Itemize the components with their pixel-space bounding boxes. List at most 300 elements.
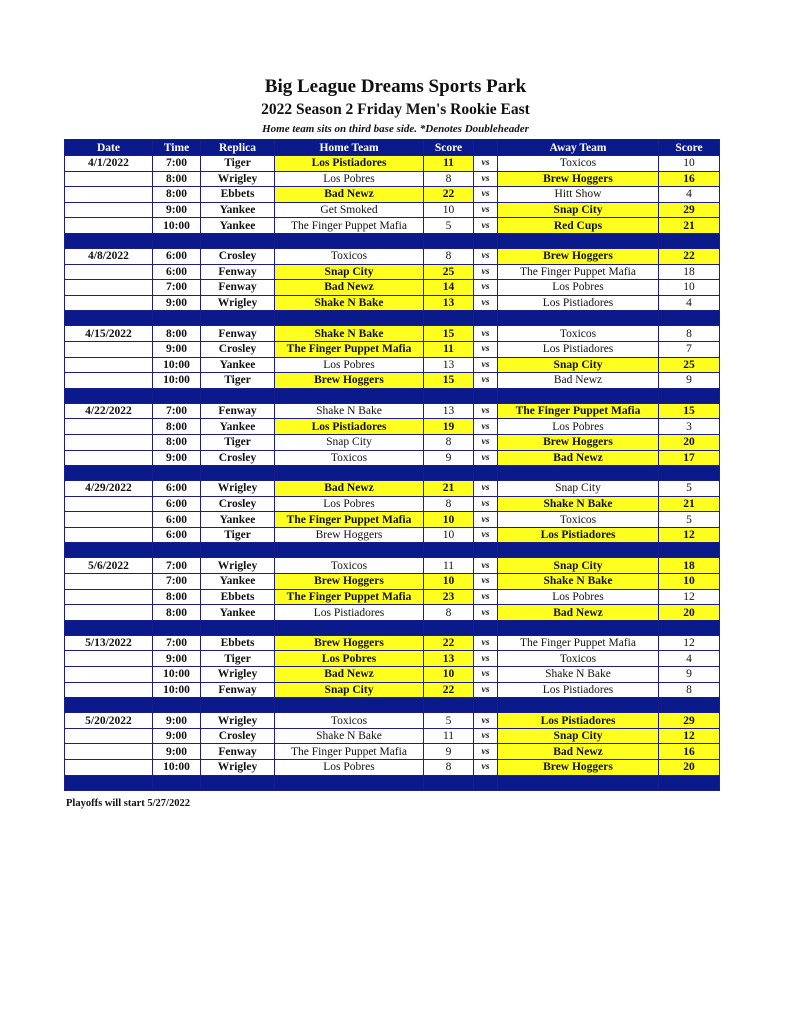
away-team: Los Pobres (498, 419, 659, 435)
home-team: Shake N Bake (275, 728, 424, 744)
away-team: Shake N Bake (498, 574, 659, 590)
home-team: Toxicos (275, 558, 424, 574)
vs-label: vs (474, 403, 498, 419)
game-time: 10:00 (153, 373, 201, 389)
home-team: The Finger Puppet Mafia (275, 341, 424, 357)
away-team: Brew Hoggers (498, 248, 659, 264)
game-time: 8:00 (153, 605, 201, 621)
away-score: 10 (659, 574, 720, 590)
game-date: 5/20/2022 (65, 713, 153, 729)
separator-cell (201, 388, 275, 403)
game-replica: Ebbets (201, 589, 275, 605)
home-team: Get Smoked (275, 202, 424, 218)
game-date (65, 264, 153, 280)
game-date (65, 419, 153, 435)
away-score: 12 (659, 589, 720, 605)
game-date (65, 496, 153, 512)
game-date (65, 187, 153, 203)
game-date: 4/29/2022 (65, 481, 153, 497)
game-replica: Ebbets (201, 187, 275, 203)
game-row (65, 728, 720, 744)
separator-cell (424, 620, 474, 635)
away-score: 21 (659, 218, 720, 234)
separator-cell (153, 543, 201, 558)
vs-label: vs (474, 434, 498, 450)
away-score: 12 (659, 635, 720, 651)
home-team: Snap City (275, 264, 424, 280)
away-score: 18 (659, 558, 720, 574)
away-score: 16 (659, 744, 720, 760)
away-score: 20 (659, 605, 720, 621)
away-team: Toxicos (498, 651, 659, 667)
game-date: 4/22/2022 (65, 403, 153, 419)
home-team: Bad Newz (275, 187, 424, 203)
page-subtitle: 2022 Season 2 Friday Men's Rookie East (261, 101, 530, 118)
away-score: 9 (659, 373, 720, 389)
away-score: 4 (659, 651, 720, 667)
home-team: Toxicos (275, 450, 424, 466)
home-team: The Finger Puppet Mafia (275, 589, 424, 605)
game-replica: Wrigley (201, 667, 275, 683)
away-team: Shake N Bake (498, 496, 659, 512)
away-score: 7 (659, 341, 720, 357)
schedule-body (65, 156, 720, 791)
away-score: 3 (659, 419, 720, 435)
game-row (65, 341, 720, 357)
separator-cell (498, 620, 659, 635)
separator-cell (659, 543, 720, 558)
game-row (65, 512, 720, 528)
separator-cell (153, 233, 201, 248)
home-score: 10 (424, 527, 474, 543)
vs-label: vs (474, 760, 498, 776)
game-date: 4/1/2022 (65, 156, 153, 172)
separator-cell (275, 311, 424, 326)
away-score: 10 (659, 280, 720, 296)
game-row (65, 218, 720, 234)
separator-cell (153, 775, 201, 790)
away-score: 10 (659, 156, 720, 172)
vs-label: vs (474, 248, 498, 264)
week-separator (65, 466, 720, 481)
home-score: 15 (424, 373, 474, 389)
game-time: 9:00 (153, 450, 201, 466)
game-row (65, 713, 720, 729)
game-replica: Yankee (201, 357, 275, 373)
separator-cell (474, 543, 498, 558)
game-replica: Yankee (201, 605, 275, 621)
vs-label: vs (474, 156, 498, 172)
game-replica: Crosley (201, 728, 275, 744)
separator-cell (275, 620, 424, 635)
separator-cell (275, 775, 424, 790)
away-score: 25 (659, 357, 720, 373)
home-team: Los Pobres (275, 496, 424, 512)
game-row (65, 496, 720, 512)
game-date: 5/6/2022 (65, 558, 153, 574)
home-team: Los Pobres (275, 760, 424, 776)
away-score: 16 (659, 171, 720, 187)
away-team: The Finger Puppet Mafia (498, 635, 659, 651)
game-date: 4/15/2022 (65, 326, 153, 342)
separator-cell (474, 311, 498, 326)
away-score: 17 (659, 450, 720, 466)
home-team: Brew Hoggers (275, 527, 424, 543)
home-score: 8 (424, 248, 474, 264)
game-row (65, 373, 720, 389)
away-score: 4 (659, 187, 720, 203)
away-team: Hitt Show (498, 187, 659, 203)
vs-label: vs (474, 574, 498, 590)
game-time: 6:00 (153, 512, 201, 528)
separator-cell (65, 775, 153, 790)
home-score: 8 (424, 434, 474, 450)
away-team: Snap City (498, 728, 659, 744)
game-replica: Tiger (201, 434, 275, 450)
game-replica: Wrigley (201, 295, 275, 311)
separator-cell (201, 775, 275, 790)
game-time: 9:00 (153, 341, 201, 357)
home-team: Brew Hoggers (275, 373, 424, 389)
home-score: 15 (424, 326, 474, 342)
away-score: 20 (659, 760, 720, 776)
separator-cell (275, 698, 424, 713)
home-team: Los Pobres (275, 357, 424, 373)
home-score: 25 (424, 264, 474, 280)
game-row (65, 589, 720, 605)
game-row (65, 187, 720, 203)
week-separator (65, 620, 720, 635)
col-header-vs (474, 140, 498, 156)
col-header-away-score: Score (659, 140, 720, 156)
game-date (65, 218, 153, 234)
separator-cell (659, 466, 720, 481)
game-row (65, 667, 720, 683)
game-time: 7:00 (153, 558, 201, 574)
game-date (65, 373, 153, 389)
home-score: 11 (424, 558, 474, 574)
game-row (65, 635, 720, 651)
game-date (65, 651, 153, 667)
away-team: Los Pistiadores (498, 527, 659, 543)
week-separator (65, 698, 720, 713)
away-team: Bad Newz (498, 450, 659, 466)
home-team: Snap City (275, 682, 424, 698)
game-time: 9:00 (153, 728, 201, 744)
vs-label: vs (474, 326, 498, 342)
game-time: 6:00 (153, 481, 201, 497)
game-replica: Crosley (201, 450, 275, 466)
separator-cell (659, 233, 720, 248)
vs-label: vs (474, 202, 498, 218)
game-row (65, 248, 720, 264)
game-replica: Fenway (201, 280, 275, 296)
game-replica: Wrigley (201, 713, 275, 729)
home-team: Los Pobres (275, 171, 424, 187)
home-score: 22 (424, 187, 474, 203)
game-time: 10:00 (153, 218, 201, 234)
separator-cell (474, 388, 498, 403)
vs-label: vs (474, 728, 498, 744)
away-team: Shake N Bake (498, 667, 659, 683)
page-note: Home team sits on third base side. *Denotes Doubleheader (262, 123, 529, 135)
vs-label: vs (474, 280, 498, 296)
away-score: 15 (659, 403, 720, 419)
away-team: Snap City (498, 558, 659, 574)
game-time: 8:00 (153, 187, 201, 203)
away-score: 12 (659, 527, 720, 543)
home-score: 10 (424, 667, 474, 683)
game-replica: Tiger (201, 527, 275, 543)
separator-cell (65, 698, 153, 713)
home-team: Snap City (275, 434, 424, 450)
home-team: The Finger Puppet Mafia (275, 744, 424, 760)
separator-cell (275, 388, 424, 403)
home-team: Toxicos (275, 248, 424, 264)
home-team: Los Pobres (275, 651, 424, 667)
vs-label: vs (474, 187, 498, 203)
away-team: Brew Hoggers (498, 434, 659, 450)
separator-cell (153, 388, 201, 403)
game-date (65, 450, 153, 466)
home-score: 10 (424, 202, 474, 218)
away-score: 29 (659, 713, 720, 729)
game-replica: Crosley (201, 248, 275, 264)
game-time: 10:00 (153, 357, 201, 373)
game-row (65, 527, 720, 543)
game-date (65, 728, 153, 744)
game-time: 8:00 (153, 589, 201, 605)
away-score: 21 (659, 496, 720, 512)
game-replica: Yankee (201, 202, 275, 218)
game-replica: Ebbets (201, 635, 275, 651)
vs-label: vs (474, 651, 498, 667)
vs-label: vs (474, 589, 498, 605)
game-replica: Fenway (201, 264, 275, 280)
separator-cell (498, 311, 659, 326)
away-team: Los Pobres (498, 280, 659, 296)
game-date (65, 357, 153, 373)
home-score: 11 (424, 341, 474, 357)
vs-label: vs (474, 171, 498, 187)
separator-cell (498, 543, 659, 558)
game-replica: Tiger (201, 651, 275, 667)
away-score: 8 (659, 326, 720, 342)
away-team: The Finger Puppet Mafia (498, 264, 659, 280)
vs-label: vs (474, 450, 498, 466)
game-date (65, 527, 153, 543)
away-score: 5 (659, 512, 720, 528)
separator-cell (65, 311, 153, 326)
away-score: 12 (659, 728, 720, 744)
game-row (65, 280, 720, 296)
away-score: 20 (659, 434, 720, 450)
vs-label: vs (474, 264, 498, 280)
separator-cell (498, 698, 659, 713)
home-team: Bad Newz (275, 667, 424, 683)
game-date (65, 667, 153, 683)
vs-label: vs (474, 295, 498, 311)
away-team: Los Pistiadores (498, 682, 659, 698)
game-replica: Crosley (201, 341, 275, 357)
week-separator (65, 543, 720, 558)
game-row (65, 171, 720, 187)
game-time: 8:00 (153, 326, 201, 342)
game-time: 7:00 (153, 574, 201, 590)
game-date (65, 744, 153, 760)
game-date (65, 512, 153, 528)
away-team: Los Pobres (498, 589, 659, 605)
game-replica: Yankee (201, 574, 275, 590)
game-row (65, 357, 720, 373)
separator-cell (424, 775, 474, 790)
home-team: The Finger Puppet Mafia (275, 218, 424, 234)
separator-cell (659, 775, 720, 790)
separator-cell (474, 620, 498, 635)
separator-cell (498, 466, 659, 481)
away-team: Los Pistiadores (498, 341, 659, 357)
home-score: 13 (424, 295, 474, 311)
away-team: Los Pistiadores (498, 295, 659, 311)
week-separator (65, 311, 720, 326)
away-team: Toxicos (498, 156, 659, 172)
game-row (65, 605, 720, 621)
game-row (65, 403, 720, 419)
game-date (65, 605, 153, 621)
game-replica: Wrigley (201, 171, 275, 187)
game-date (65, 295, 153, 311)
home-team: Bad Newz (275, 280, 424, 296)
separator-cell (153, 698, 201, 713)
game-time: 9:00 (153, 744, 201, 760)
separator-cell (659, 311, 720, 326)
away-score: 22 (659, 248, 720, 264)
home-team: Brew Hoggers (275, 574, 424, 590)
separator-cell (474, 466, 498, 481)
separator-cell (65, 233, 153, 248)
away-team: Red Cups (498, 218, 659, 234)
game-replica: Yankee (201, 512, 275, 528)
game-date (65, 280, 153, 296)
home-score: 23 (424, 589, 474, 605)
game-row (65, 760, 720, 776)
away-team: Snap City (498, 481, 659, 497)
separator-cell (65, 466, 153, 481)
separator-cell (275, 543, 424, 558)
vs-label: vs (474, 682, 498, 698)
week-separator (65, 388, 720, 403)
game-replica: Fenway (201, 403, 275, 419)
game-row (65, 558, 720, 574)
home-team: The Finger Puppet Mafia (275, 512, 424, 528)
separator-cell (498, 775, 659, 790)
home-team: Los Pistiadores (275, 156, 424, 172)
home-score: 5 (424, 218, 474, 234)
separator-cell (498, 233, 659, 248)
separator-cell (424, 311, 474, 326)
game-replica: Yankee (201, 218, 275, 234)
separator-cell (474, 698, 498, 713)
home-team: Shake N Bake (275, 295, 424, 311)
away-team: Bad Newz (498, 744, 659, 760)
game-date (65, 341, 153, 357)
vs-label: vs (474, 357, 498, 373)
away-score: 4 (659, 295, 720, 311)
home-score: 11 (424, 156, 474, 172)
game-replica: Yankee (201, 419, 275, 435)
vs-label: vs (474, 605, 498, 621)
home-score: 10 (424, 574, 474, 590)
vs-label: vs (474, 744, 498, 760)
separator-cell (275, 466, 424, 481)
game-date (65, 682, 153, 698)
home-score: 19 (424, 419, 474, 435)
game-row (65, 574, 720, 590)
vs-label: vs (474, 341, 498, 357)
separator-cell (201, 233, 275, 248)
away-team: Brew Hoggers (498, 171, 659, 187)
away-team: Bad Newz (498, 373, 659, 389)
home-score: 9 (424, 450, 474, 466)
footer-note: Playoffs will start 5/27/2022 (66, 798, 190, 809)
game-replica: Fenway (201, 744, 275, 760)
home-score: 5 (424, 713, 474, 729)
vs-label: vs (474, 635, 498, 651)
home-score: 11 (424, 728, 474, 744)
separator-cell (201, 698, 275, 713)
game-time: 7:00 (153, 635, 201, 651)
week-separator (65, 233, 720, 248)
game-date (65, 760, 153, 776)
vs-label: vs (474, 558, 498, 574)
game-date (65, 574, 153, 590)
week-separator (65, 775, 720, 790)
away-score: 18 (659, 264, 720, 280)
home-team: Toxicos (275, 713, 424, 729)
game-time: 10:00 (153, 760, 201, 776)
home-team: Shake N Bake (275, 326, 424, 342)
home-team: Shake N Bake (275, 403, 424, 419)
away-team: Toxicos (498, 326, 659, 342)
separator-cell (153, 466, 201, 481)
separator-cell (424, 466, 474, 481)
game-time: 6:00 (153, 527, 201, 543)
game-time: 8:00 (153, 419, 201, 435)
away-team: Snap City (498, 202, 659, 218)
vs-label: vs (474, 713, 498, 729)
game-time: 9:00 (153, 202, 201, 218)
vs-label: vs (474, 218, 498, 234)
separator-cell (659, 620, 720, 635)
home-score: 22 (424, 635, 474, 651)
col-header-time: Time (153, 140, 201, 156)
away-team: Snap City (498, 357, 659, 373)
game-time: 7:00 (153, 403, 201, 419)
game-row (65, 202, 720, 218)
away-team: Bad Newz (498, 605, 659, 621)
game-replica: Tiger (201, 156, 275, 172)
away-team: Los Pistiadores (498, 713, 659, 729)
home-score: 8 (424, 171, 474, 187)
game-time: 7:00 (153, 280, 201, 296)
vs-label: vs (474, 419, 498, 435)
game-time: 9:00 (153, 651, 201, 667)
game-row (65, 651, 720, 667)
col-header-replica: Replica (201, 140, 275, 156)
separator-cell (424, 388, 474, 403)
home-team: Los Pistiadores (275, 419, 424, 435)
game-time: 8:00 (153, 171, 201, 187)
